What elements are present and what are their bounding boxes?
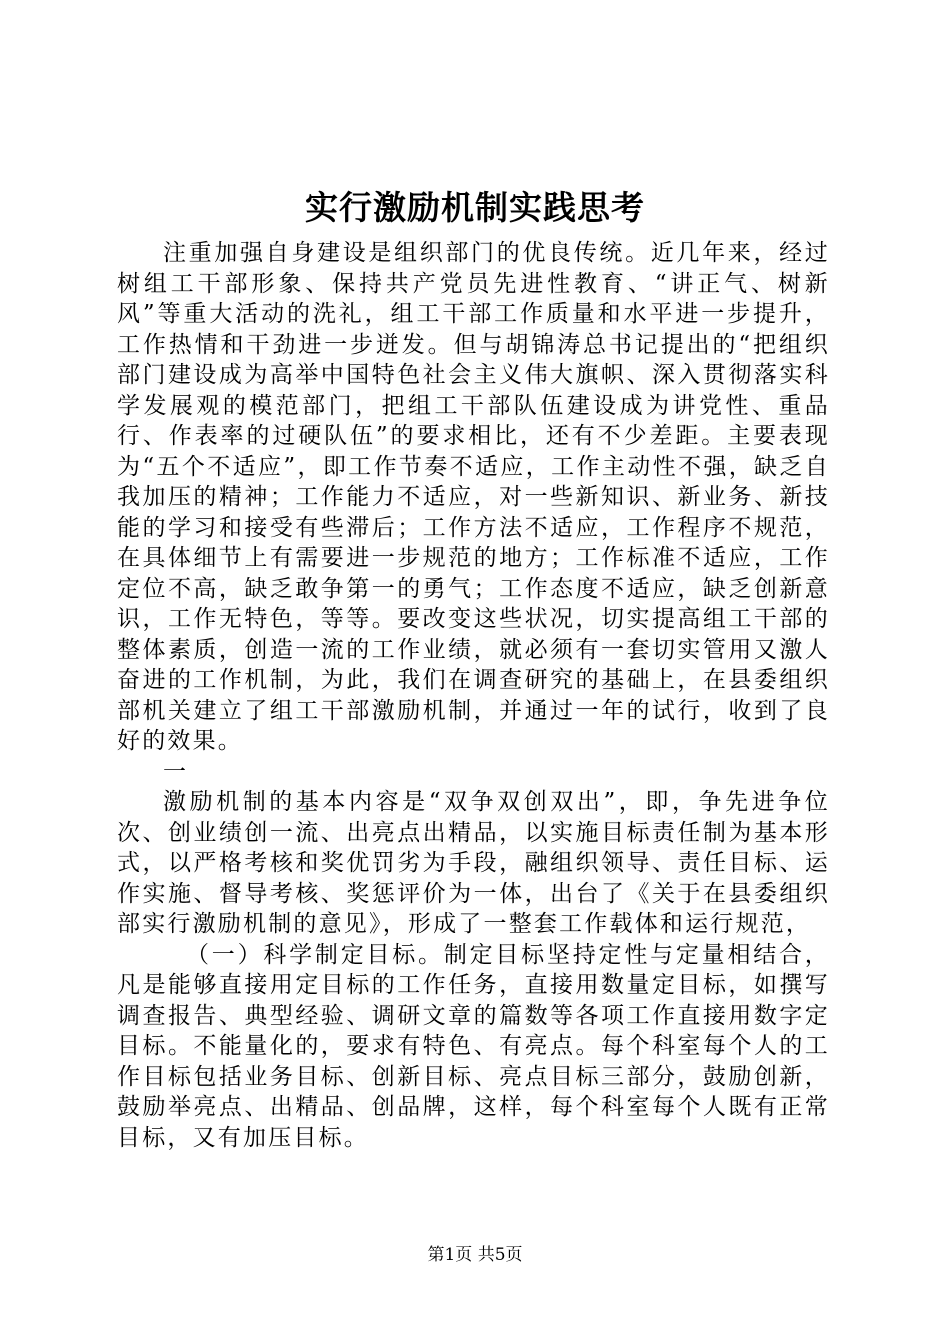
section-heading-one: 一 <box>163 758 189 785</box>
paragraph-set-targets: （一）科学制定目标。制定目标坚持定性与定量相结合，凡是能够直接用定目标的工作任务，直接用数量定目标，如撰写调查报告、典型经验、调研文章的篇数等各项工作直接用数字定目标。不能量化的，要求有特色、有亮点。每个科室每个人的工作目标包括业务目标、创新目标、亮点目标三部分，鼓励创新，鼓励举亮点、出精品、创品牌，这样，每个科室每个人既有正常目标，又有加压目标。 <box>117 941 830 1151</box>
paragraph-mechanism-content: 激励机制的基本内容是“双争双创双出”，即，争先进争位次、创业绩创一流、出亮点出精品，以实施目标责任制为基本形式，以严格考核和奖优罚劣为手段，融组织领导、责任目标、运作实施、督导考核、奖惩评价为一体，出台了《关于在县委组织部实行激励机制的意见》，形成了一整套工作载体和运行规范， <box>117 789 830 937</box>
document-body <box>117 238 830 1153</box>
page-number-footer: 第1页 共5页 <box>427 1245 523 1265</box>
paragraph-intro: 注重加强自身建设是组织部门的优良传统。近几年来，经过树组工干部形象、保持共产党员先进性教育、“讲正气、树新风”等重大活动的洗礼，组工干部工作质量和水平进一步提升，工作热情和干劲进一步迸发。但与胡锦涛总书记提出的“把组织部门建设成为高举中国特色社会主义伟大旗帜、深入贯彻落实科学发展观的模范部门，把组工干部队伍建设成为讲党性、重品行、作表率的过硬队伍”的要求相比，还有不少差距。主要表现为“五个不适应”，即工作节奏不适应，工作主动性不强，缺乏自我加压的精神；工作能力不适应，对一些新知识、新业务、新技能的学习和接受有些滞后；工作方法不适应，工作程序不规范，在具体细节上有需要进一步规范的地方；工作标准不适应，工作定位不高，缺乏敢争第一的勇气；工作态度不适应，缺乏创新意识，工作无特色，等等。要改变这些状况，切实提高组工干部的整体素质，创造一流的工作业绩，就必须有一套切实管用又激人奋进的工作机制，为此，我们在调查研究的基础上，在县委组织部机关建立了组工干部激励机制，并通过一年的试行，收到了良好的效果。 <box>117 240 830 754</box>
document-title: 实行激励机制实践思考 <box>305 188 645 227</box>
